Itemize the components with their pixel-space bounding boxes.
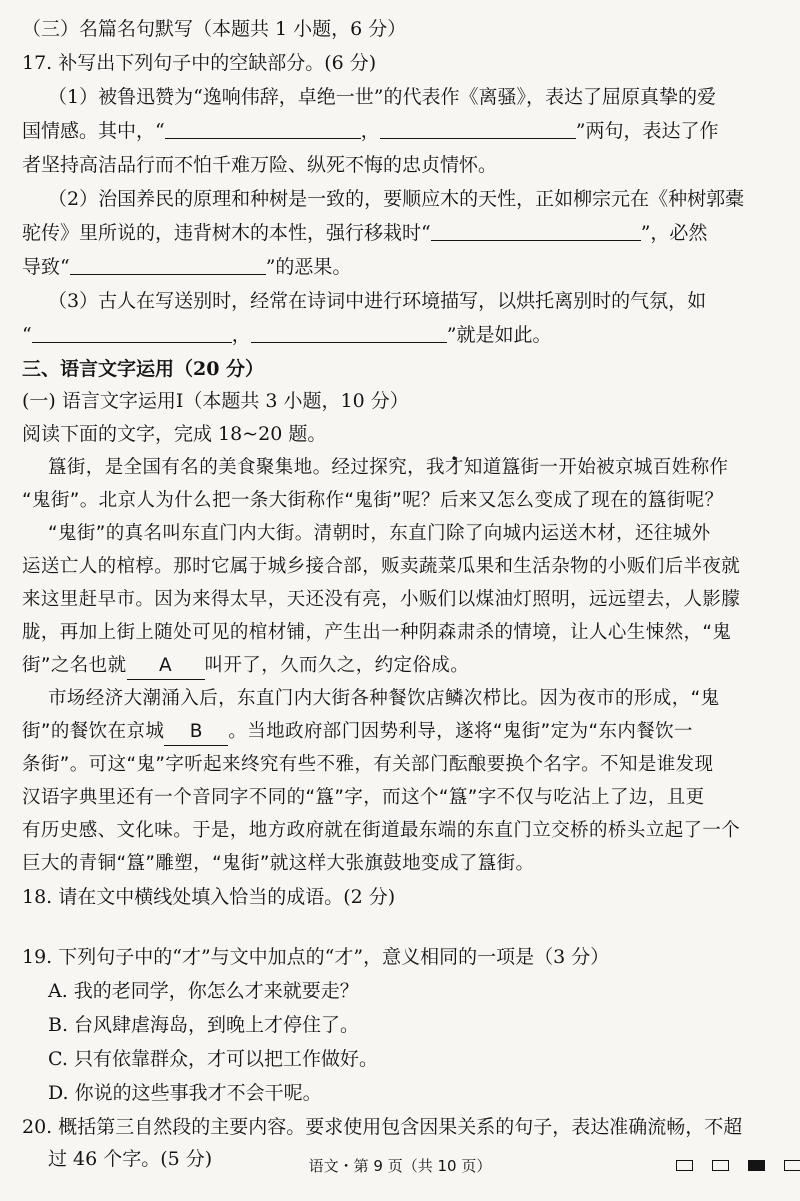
answer-blank[interactable] [165,120,361,139]
answer-blank[interactable] [251,324,447,343]
q17-part2-line3 [22,254,788,280]
answer-blank[interactable] [32,324,232,343]
passage-line: 胧，再加上街上随处可见的棺材铺，产生出一种阴森肃杀的情境，让人心生悚然，“鬼 [22,622,732,643]
question-17-stem: 17. 补写出下列句子中的空缺部分。(6 分) [22,52,377,74]
question-20-line1: 20. 概括第三自然段的主要内容。要求使用包含因果关系的句子，表达准确流畅，不超 [22,1116,743,1138]
passage-text: 簋街，是全国有名的美食聚集地。经过探究，我 [48,457,445,478]
answer-blank[interactable] [380,120,576,139]
question-18-text: 18. 请在文中横线处填入恰当的成语。(2 分) [22,886,396,908]
passage-line: “鬼街”的真名叫东直门内大街。清朝时，东直门除了向城内运送木材，还往城外 [48,523,711,544]
passage-line: 巨大的青铜“簋”雕塑，“鬼街”就这样大张旗鼓地变成了簋街。 [22,853,535,874]
question-20-line2: 过 46 个字。(5 分) [48,1148,213,1170]
q17-part2-text-c: 导致“ [22,256,70,278]
part-three-heading: 三、语言文字运用（20 分） [22,358,265,380]
question-19-stem: 19. 下列句子中的“才”与文中加点的“才”，意义相同的一项是（3 分） [22,946,610,968]
q17-part1-line1: （1）被鲁迅赞为“逸响伟辞，卓绝一世”的代表作《离骚》，表达了屈原真挚的爱 [48,86,717,108]
reading-instructions: 阅读下面的文字，完成 18~20 题。 [22,423,327,445]
q17-part1-line2 [22,118,788,144]
q17-part1-line3: 者坚持高洁品行而不怕千难万险、纵死不悔的忠贞情怀。 [22,154,498,176]
q17-part2-text-d: ”的恶果。 [265,256,352,278]
q19-option-d[interactable]: D. 你说的这些事我才不会干呢。 [48,1082,322,1104]
q17-part2-text-b: ”，必然 [640,222,708,244]
passage-line: 汉语字典里还有一个音同字不同的“簋”字，而这个“簋”字不仅与吃沾上了边，且更 [22,787,705,808]
answer-blank[interactable] [431,222,641,241]
square-marker-icon [712,1160,729,1171]
passage-text: 。当地政府部门因势利导，遂将“鬼街”定为“东内餐饮一 [228,721,693,742]
page-footer: 语文・第 9 页（共 10 页） [308,1157,492,1175]
q17-part3-text-b: ， [231,324,251,346]
passage-line: 市场经济大潮涌入后，东直门内大街各种餐饮店鳞次栉比。因为夜市的形成，“鬼 [48,688,720,709]
passage-text: 街”之名也就 [22,655,127,676]
q19-option-b[interactable]: B. 台风肆虐海岛，到晚上才停住了。 [48,1014,360,1036]
fill-in-blank-a[interactable]: A [127,653,205,680]
answer-blank[interactable] [70,256,266,275]
q17-part3-text-a: “ [22,324,32,346]
square-marker-icon [784,1160,800,1171]
passage-line: 条街”。可这“鬼”字听起来终究有些不雅，有关部门酝酿要换个名字。不知是谁发现 [22,754,714,775]
dotted-character: 才 [444,457,464,478]
q17-part2-line2 [22,220,788,246]
fill-in-blank-b[interactable]: B [164,719,228,746]
passage-line: 有历史感、文化味。于是，地方政府就在街道最东端的东直门立交桥的桥头立起了一个 [22,820,741,841]
passage-line [48,455,788,481]
passage-text: 叫开了，久而久之，约定俗成。 [204,655,470,676]
passage-line: “鬼街”。北京人为什么把一条大街称作“鬼街”呢？后来又怎么变成了现在的簋街呢？ [22,490,724,511]
q17-part1-text-b: ， [360,120,380,142]
q19-option-c[interactable]: C. 只有依靠群众，才可以把工作做好。 [48,1048,378,1070]
passage-line: 来这里赶早市。因为来得太早，天还没有亮，小贩们以煤油灯照明，远远望去，人影朦 [22,589,741,610]
q17-part2-text-a: 驼传》里所说的，违背树木的本性，强行移栽时“ [22,222,431,244]
q17-part3-line2 [22,322,788,348]
q17-part3-text-c: ”就是如此。 [446,324,552,346]
passage-text: 知道簋街一开始被京城百姓称作 [463,457,729,478]
q19-option-a[interactable]: A. 我的老同学，你怎么才来就要走？ [48,980,359,1002]
q17-part3-line1: （3）古人在写送别时，经常在诗词中进行环境描写，以烘托离别时的气氛，如 [48,290,707,312]
passage-line [22,719,788,746]
passage-line: 运送亡人的棺椁。那时它属于城乡接合部，贩卖蔬菜瓜果和生活杂物的小贩们后半夜就 [22,556,741,577]
q17-part2-line1: （2）治国养民的原理和种树是一致的，要顺应木的天性，正如柳宗元在《种树郭橐 [48,188,745,210]
q17-part1-text-a: 国情感。其中，“ [22,120,165,142]
passage-line [22,653,788,680]
filled-square-marker-icon [748,1160,765,1171]
q17-part1-text-c: ”两句，表达了作 [575,120,719,142]
subsection-heading-language-use: (一) 语言文字运用Ⅰ（本题共 3 小题，10 分） [22,390,409,412]
section-heading-famous-quotes: （三）名篇名句默写（本题共 1 小题，6 分） [22,18,407,40]
passage-text: 街”的餐饮在京城 [22,721,165,742]
square-marker-icon [676,1160,693,1171]
